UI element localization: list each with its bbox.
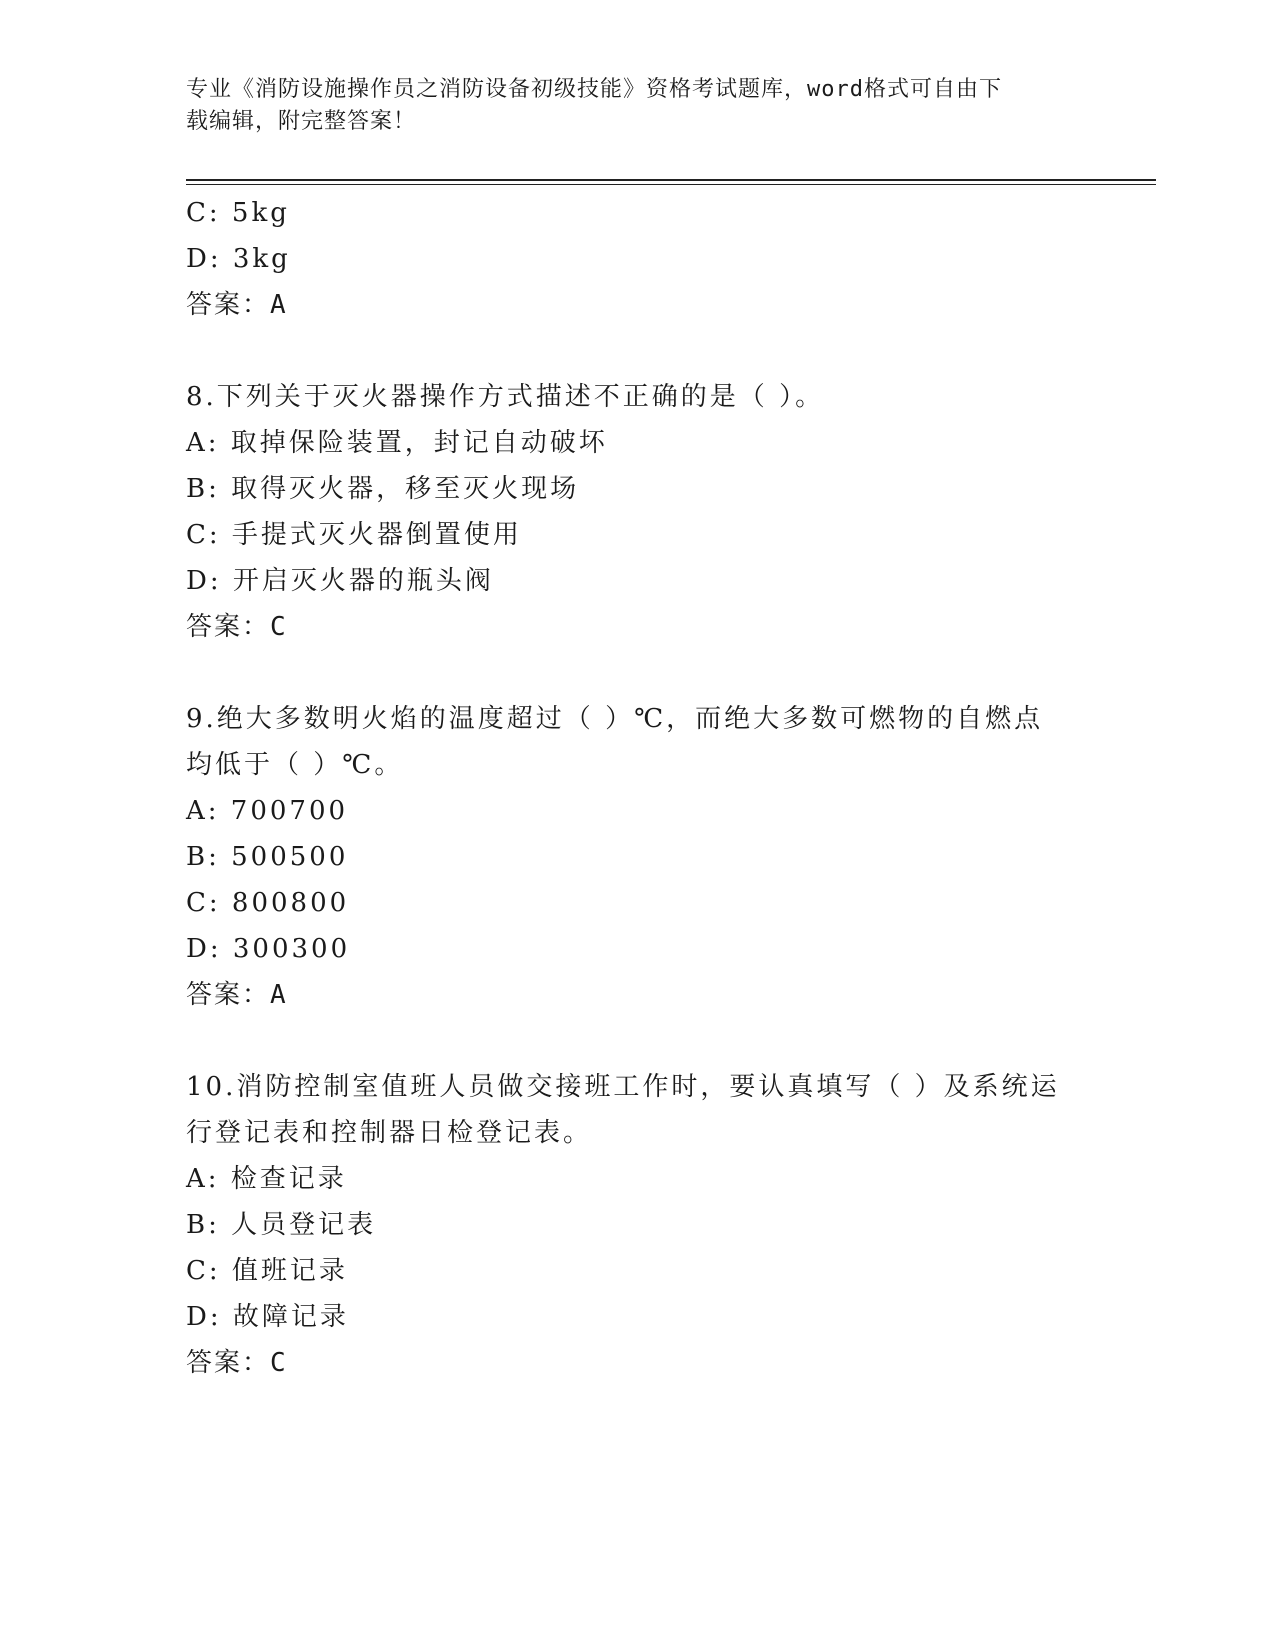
- spacer: [186, 1018, 1106, 1064]
- question-text: 8.下列关于灭火器操作方式描述不正确的是（ ）。: [186, 382, 825, 412]
- option-d: D: 300300: [186, 934, 351, 964]
- question-text-continued: 均低于（ ）℃。: [186, 750, 404, 780]
- answer-label: 答案：A: [186, 290, 288, 320]
- option-b: B: 取得灭火器，移至灭火现场: [186, 474, 580, 504]
- spacer: [186, 328, 1106, 374]
- question-10: [186, 1064, 1106, 1386]
- option-b: B: 500500: [186, 842, 349, 872]
- question-9: [186, 696, 1106, 1018]
- option-a: A: 700700: [186, 796, 349, 826]
- header-line-1: 专业《消防设施操作员之消防设备初级技能》资格考试题库，word格式可自由下: [186, 77, 1002, 102]
- answer-label: 答案：C: [186, 612, 288, 642]
- option-a: A: 取掉保险装置，封记自动破坏: [186, 428, 608, 458]
- answer-label: 答案：A: [186, 980, 288, 1010]
- header-divider-thin: [186, 184, 1156, 185]
- option-c: C: 800800: [186, 888, 350, 918]
- question-text-continued: 行登记表和控制器日检登记表。: [186, 1118, 593, 1148]
- header-divider-thick: [186, 179, 1156, 181]
- question-content: [186, 190, 1106, 1386]
- document-header: [186, 74, 1086, 138]
- spacer: [186, 650, 1106, 696]
- option-c: C: 手提式灭火器倒置使用: [186, 520, 522, 550]
- question-text: 10.消防控制室值班人员做交接班工作时，要认真填写（ ）及系统运: [186, 1072, 1060, 1102]
- option-c: C: 值班记录: [186, 1256, 348, 1286]
- option-c: C: 5kg: [186, 198, 290, 228]
- question-text: 9.绝大多数明火焰的温度超过（ ）℃，而绝大多数可燃物的自燃点: [186, 704, 1044, 734]
- header-line-2: 载编辑，附完整答案！: [186, 109, 417, 134]
- question-7-continued: [186, 190, 1106, 328]
- answer-label: 答案：C: [186, 1348, 288, 1378]
- option-d: D: 故障记录: [186, 1302, 349, 1332]
- option-d: D: 开启灭火器的瓶头阀: [186, 566, 494, 596]
- option-a: A: 检查记录: [186, 1164, 347, 1194]
- option-b: B: 人员登记表: [186, 1210, 377, 1240]
- option-d: D: 3kg: [186, 244, 291, 274]
- question-8: [186, 374, 1106, 650]
